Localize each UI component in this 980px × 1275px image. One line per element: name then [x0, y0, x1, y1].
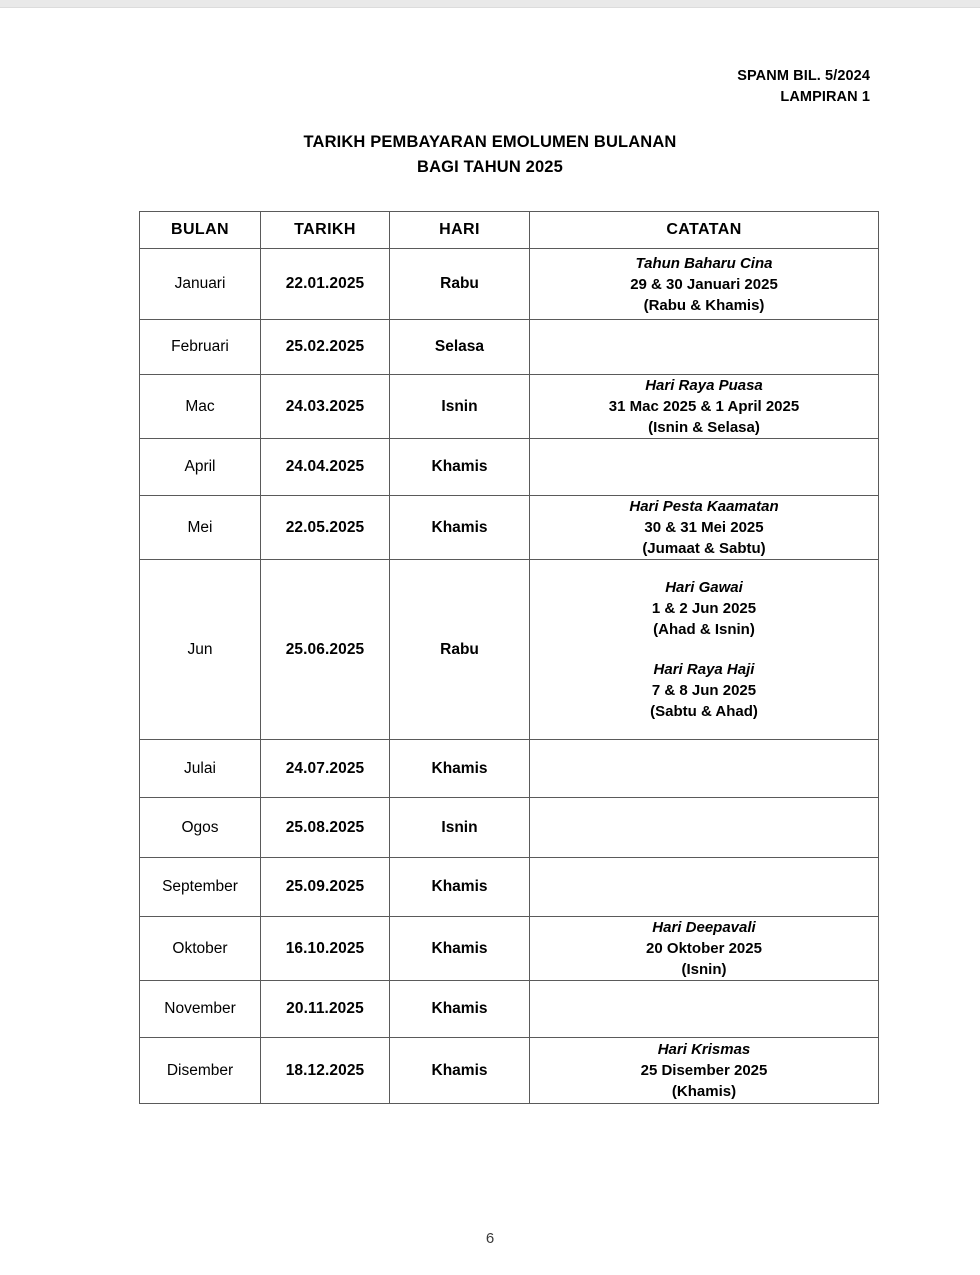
- note-date: 30 & 31 Mei 2025: [644, 519, 764, 536]
- note-title: Hari Deepavali: [652, 919, 756, 936]
- column-header-tarikh: TARIKH: [261, 212, 390, 249]
- document-reference-block: [737, 66, 870, 108]
- cell-catatan: [530, 1038, 879, 1104]
- cell-bulan: Mac: [140, 375, 261, 439]
- note-title: Hari Raya Haji: [653, 661, 755, 678]
- table-row: [140, 249, 879, 320]
- cell-bulan: November: [140, 981, 261, 1038]
- note-date: 25 Disember 2025: [640, 1062, 768, 1079]
- page-number: 6: [485, 1230, 495, 1247]
- note-date: 7 & 8 Jun 2025: [651, 682, 757, 699]
- cell-tarikh: 25.08.2025: [261, 798, 390, 858]
- table-body: [140, 249, 879, 1104]
- note-title: Hari Krismas: [657, 1041, 751, 1058]
- note-title: Hari Gawai: [665, 579, 743, 596]
- note-days: (Ahad & Isnin): [653, 621, 755, 638]
- note-block: [530, 253, 878, 316]
- page-title-line-2: BAGI TAHUN 2025: [417, 157, 563, 176]
- note-days: (Sabtu & Ahad): [650, 703, 758, 720]
- note-days: (Jumaat & Sabtu): [642, 540, 766, 557]
- cell-hari: Rabu: [390, 560, 530, 740]
- table-row: [140, 798, 879, 858]
- cell-bulan: Jun: [140, 560, 261, 740]
- table-row: [140, 560, 879, 740]
- cell-catatan: [530, 375, 879, 439]
- cell-catatan: [530, 981, 879, 1038]
- note-block: [530, 1039, 878, 1102]
- cell-tarikh: 25.06.2025: [261, 560, 390, 740]
- note-block: [530, 917, 878, 980]
- cell-bulan: Februari: [140, 320, 261, 375]
- table-header: [140, 212, 879, 249]
- cell-catatan: [530, 560, 879, 740]
- table-row: [140, 1038, 879, 1104]
- cell-hari: Isnin: [390, 798, 530, 858]
- note-title: Hari Pesta Kaamatan: [629, 498, 779, 515]
- page-title-line-1: TARIKH PEMBAYARAN EMOLUMEN BULANAN: [303, 133, 677, 151]
- cell-catatan: [530, 917, 879, 981]
- note-title: Tahun Baharu Cina: [635, 254, 773, 272]
- page-title: [0, 130, 980, 180]
- cell-tarikh: 24.07.2025: [261, 740, 390, 798]
- cell-tarikh: 20.11.2025: [261, 981, 390, 1038]
- cell-hari: Khamis: [390, 740, 530, 798]
- note-days: (Isnin): [681, 961, 727, 978]
- cell-hari: Rabu: [390, 249, 530, 320]
- cell-bulan: Ogos: [140, 798, 261, 858]
- note-days: (Rabu & Khamis): [643, 296, 765, 314]
- note-block: [530, 375, 878, 438]
- table-row: [140, 740, 879, 798]
- cell-bulan: Januari: [140, 249, 261, 320]
- cell-bulan: Julai: [140, 740, 261, 798]
- cell-hari: Khamis: [390, 981, 530, 1038]
- cell-catatan: [530, 496, 879, 560]
- table-row: [140, 981, 879, 1038]
- document-page: [0, 8, 980, 1275]
- note-date: 1 & 2 Jun 2025: [651, 600, 757, 617]
- cell-bulan: Oktober: [140, 917, 261, 981]
- cell-catatan: [530, 798, 879, 858]
- table-row: [140, 375, 879, 439]
- cell-tarikh: 25.09.2025: [261, 858, 390, 917]
- column-header-bulan: BULAN: [140, 212, 261, 249]
- cell-catatan: [530, 740, 879, 798]
- cell-tarikh: 22.05.2025: [261, 496, 390, 560]
- cell-hari: Khamis: [390, 858, 530, 917]
- table-row: [140, 917, 879, 981]
- cell-bulan: Disember: [140, 1038, 261, 1104]
- note-block: [530, 496, 878, 559]
- table-row: [140, 320, 879, 375]
- cell-tarikh: 22.01.2025: [261, 249, 390, 320]
- table-row: [140, 496, 879, 560]
- note-days: (Isnin & Selasa): [648, 419, 760, 436]
- note-block: [530, 659, 878, 722]
- cell-hari: Khamis: [390, 917, 530, 981]
- viewer-top-band: [0, 0, 980, 8]
- cell-tarikh: 25.02.2025: [261, 320, 390, 375]
- reference-line-spanm: SPANM BIL. 5/2024: [737, 68, 870, 84]
- table-row: [140, 858, 879, 917]
- note-days: (Khamis): [671, 1083, 737, 1100]
- cell-bulan: September: [140, 858, 261, 917]
- cell-tarikh: 24.04.2025: [261, 439, 390, 496]
- cell-catatan: [530, 320, 879, 375]
- note-title: Hari Raya Puasa: [645, 377, 763, 394]
- table-header-row: [140, 212, 879, 249]
- cell-catatan: [530, 249, 879, 320]
- cell-hari: Khamis: [390, 439, 530, 496]
- payment-schedule-table-wrapper: [139, 211, 878, 1104]
- cell-bulan: Mei: [140, 496, 261, 560]
- column-header-catatan: CATATAN: [530, 212, 879, 249]
- payment-schedule-table: [139, 211, 879, 1104]
- note-block: [530, 577, 878, 640]
- cell-tarikh: 16.10.2025: [261, 917, 390, 981]
- cell-bulan: April: [140, 439, 261, 496]
- table-row: [140, 439, 879, 496]
- cell-hari: Khamis: [390, 1038, 530, 1104]
- note-date: 29 & 30 Januari 2025: [630, 275, 778, 293]
- cell-tarikh: 24.03.2025: [261, 375, 390, 439]
- note-date: 20 Oktober 2025: [646, 940, 762, 957]
- column-header-hari: HARI: [390, 212, 530, 249]
- note-date: 31 Mac 2025 & 1 April 2025: [608, 398, 800, 415]
- cell-catatan: [530, 439, 879, 496]
- cell-hari: Isnin: [390, 375, 530, 439]
- cell-hari: Khamis: [390, 496, 530, 560]
- cell-catatan: [530, 858, 879, 917]
- cell-hari: Selasa: [390, 320, 530, 375]
- cell-tarikh: 18.12.2025: [261, 1038, 390, 1104]
- reference-line-lampiran: LAMPIRAN 1: [780, 89, 870, 106]
